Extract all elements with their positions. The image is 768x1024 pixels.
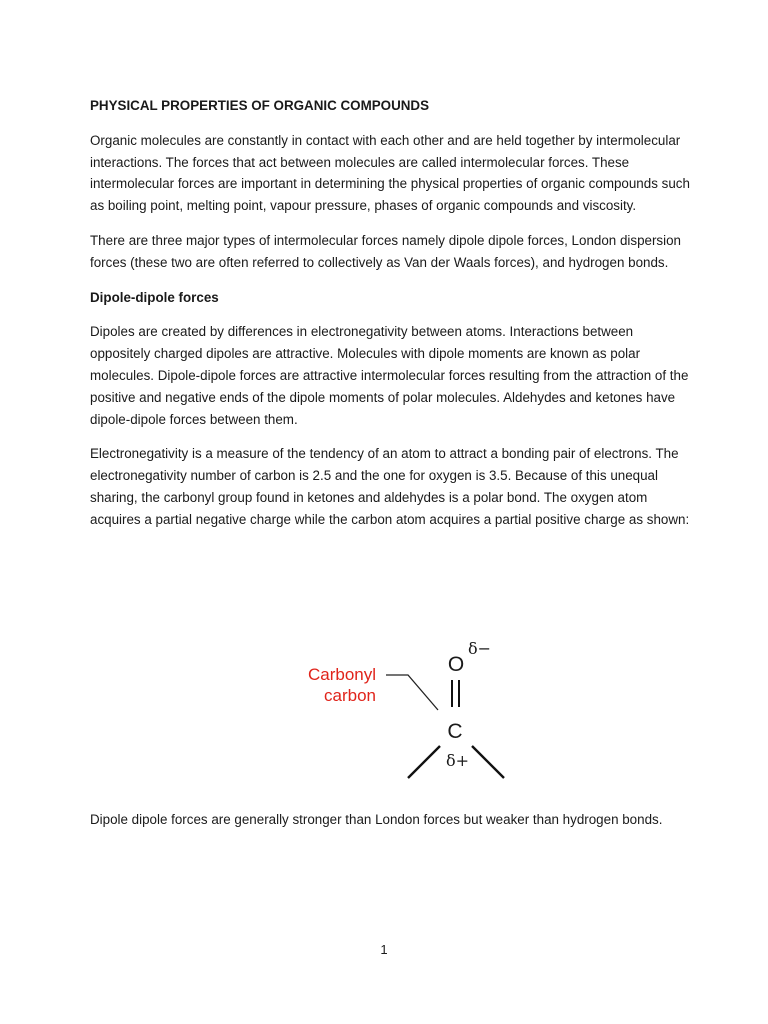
delta-plus-label: δ+: [446, 751, 470, 770]
electronegativity-paragraph: Electronegativity is a measure of the tendency of an atom to attract a bonding pair of electrons. The electronegativity number of carbon is 2.5 and the one for oxygen is 3.5. Because of this unequal sharing, the carbonyl group found in ketones and aldehydes is a polar bond. The oxygen atom acquires a partial negative charge while the carbon atom acquires a partial positive charge as shown:: [90, 446, 690, 527]
section-heading-dipole: Dipole-dipole forces: [90, 289, 219, 305]
intro-paragraph: Organic molecules are constantly in contact with each other and are held together by intermolecular interactions. The forces that act between molecules are called intermolecular forces. These intermolecular forces are important in determining the physical properties of organic compounds such as boiling point, melting point, vapour pressure, phases of organic compounds and viscosity.: [90, 132, 690, 214]
dipoles-paragraph: Dipoles are created by differences in electronegativity between atoms. Interactions between oppositely charged dipoles are attractive. Molecules with dipole moments are known as polar molecules. Dipole-dipole forces are attractive intermolecular forces resulting from the attraction of the positive and negative ends of the dipole moments of polar molecules. Aldehydes and ketones have dipole-dipole forces between them.: [90, 324, 689, 427]
carbon-atom: C: [447, 720, 463, 743]
right-single-bond: [472, 746, 504, 778]
carbonyl-label-line2: carbon: [324, 686, 376, 705]
carbonyl-diagram: [300, 630, 520, 790]
left-single-bond: [408, 746, 440, 778]
types-paragraph: There are three major types of intermolecular forces namely dipole dipole forces, London dispersion forces (these two are often referred to collectively as Van der Waals forces), and hydrogen bonds.: [90, 232, 681, 270]
oxygen-atom: O: [447, 653, 465, 676]
label-leader-line: [386, 675, 438, 710]
closing-paragraph: Dipole dipole forces are generally stronger than London forces but weaker than hydrogen bonds.: [90, 812, 663, 827]
carbonyl-diagram-svg: [300, 630, 520, 790]
page-number: 1: [380, 942, 388, 957]
document-body: [90, 95, 690, 544]
document-title: PHYSICAL PROPERTIES OF ORGANIC COMPOUNDS: [90, 98, 430, 113]
closing-section: [90, 809, 690, 831]
carbonyl-label-line1: Carbonyl: [307, 665, 377, 684]
delta-minus-label: δ−: [468, 639, 492, 658]
